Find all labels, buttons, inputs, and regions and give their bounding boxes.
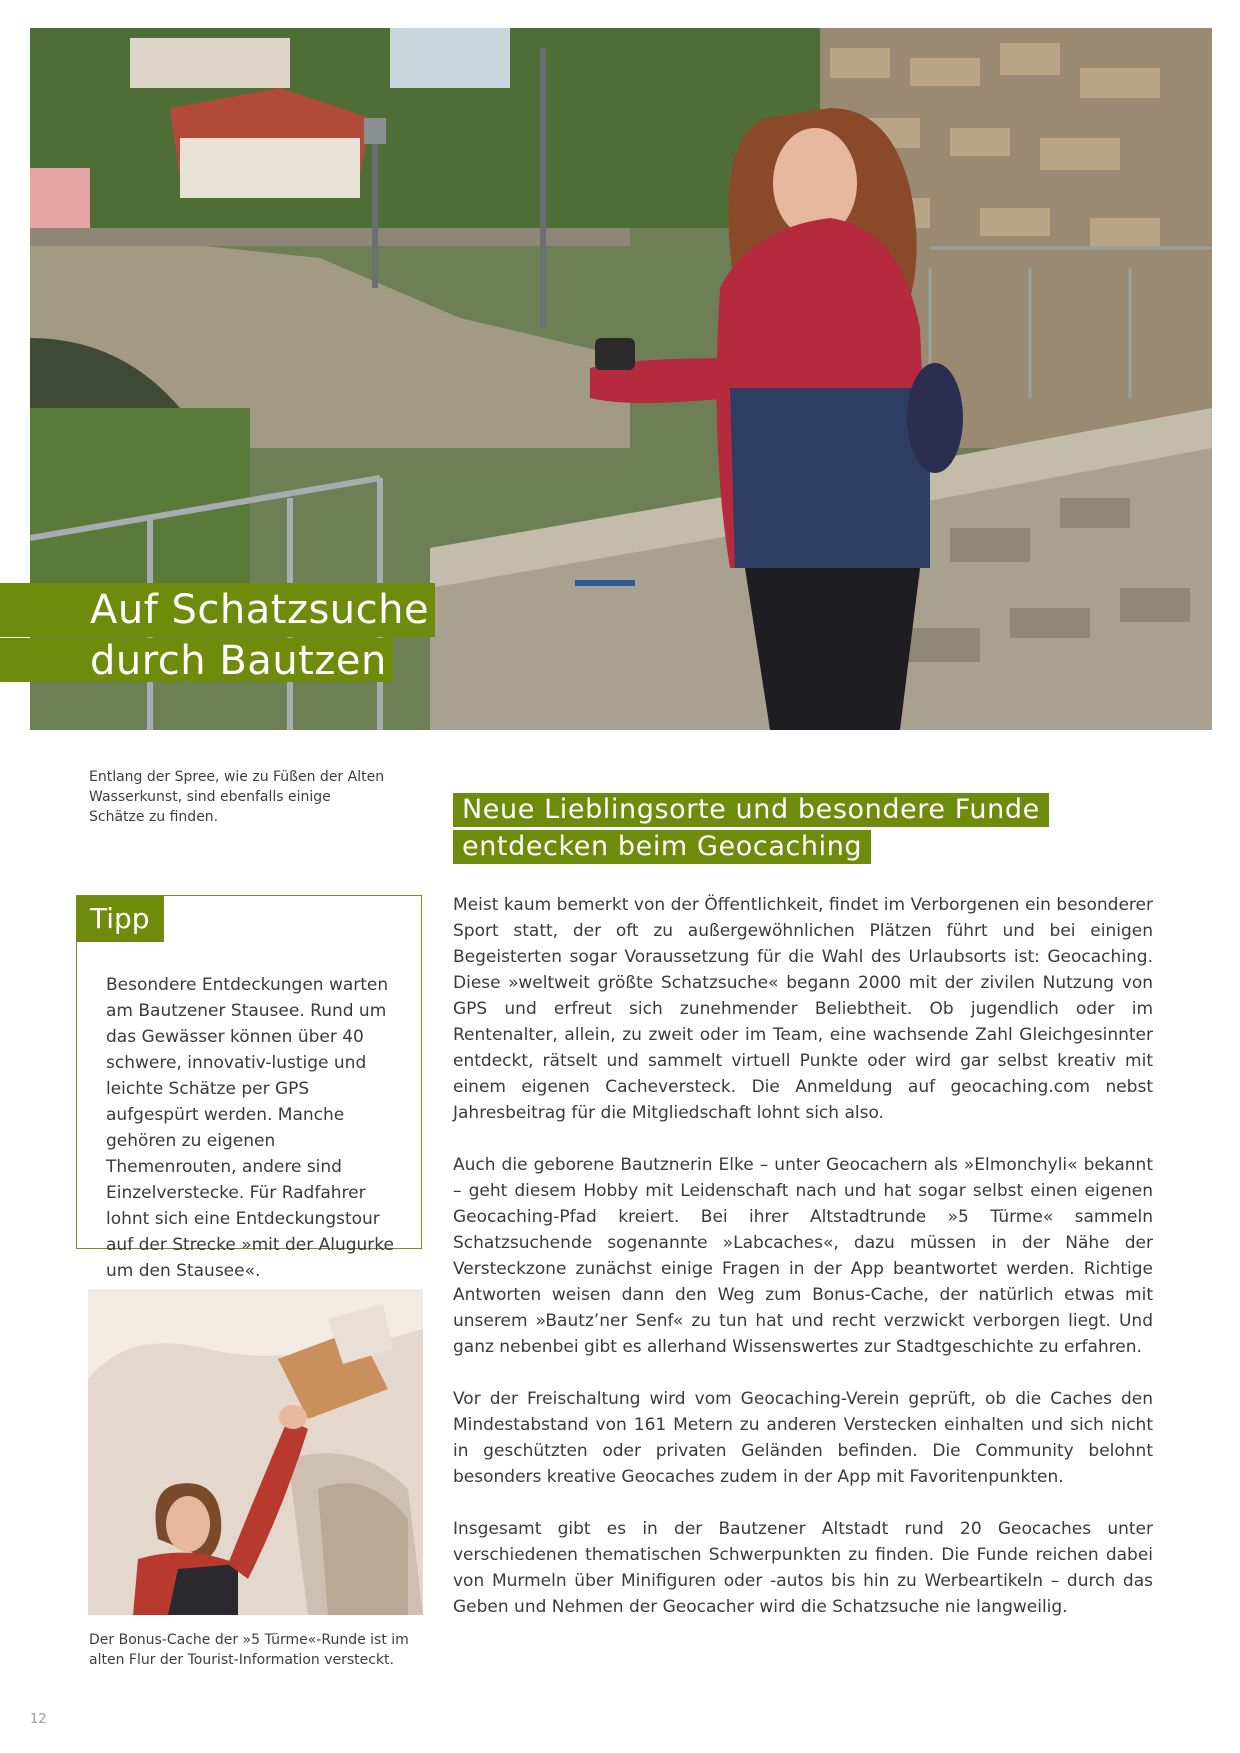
article-paragraph-1: Meist kaum bemerkt von der Öffentlichkeit, findet im Verborgenen ein besonderer Sport statt, der oft zu außergewöhnlichen Plätzen führt und bei einigen Begeisterten sogar Voraussetzung für die Wahl des Urlaubsorts ist: Geocaching. Diese »weltweit größte Schatzsuche« begann 2000 mit der zivilen Nutzung von GPS und erfreut sich zunehmender Beliebtheit. Ob jugendlich oder im Rentenalter, allein, zu zweit oder im Team, eine wachsende Zahl Gleichgesinnter entdeckt, rätselt und sammelt virtuell Punkte oder wird gar selbst kreativ mit einem eigenen Cacheversteck. Die Anmeldung auf geocaching.com nebst Jahresbeitrag für die Mitgliedschaft lohnt sich also. [453,895,1153,1123]
hero-title-line-2: durch Bautzen [0,638,393,682]
page-number: 12 [30,1712,47,1727]
tip-text: Besondere Entdeckungen warten am Bautzener Stausee. Rund um das Gewässer können über 40 schwere, innovativ-lustige und leichte Schätze per GPS aufgespürt werden. Manche gehören zu eigenen Themenrouten, andere sind Einzelverstecke. Für Radfahrer lohnt sich eine Entdeckungstour auf der Strecke »mit der Alugurke um den Stausee«. [106,975,394,1281]
bonus-cache-photo-illustration [88,1289,423,1615]
article-paragraph-2: Auch die geborene Bautznerin Elke – unter Geocachern als »Elmonchyli« bekannt – geht diesem Hobby mit Leidenschaft nach und hat sogar selbst einen eigenen Geocaching-Pfad kreiert. Bei ihrer Altstadtrunde »5 Türme« sammeln Schatzsuchende sogenannte »Labcaches«, dazu müssen in der Nähe der Versteckzone zunächst einige Fragen in der App beantwortet werden. Richtige Antworten weisen dann den Weg zum Bonus-Cache, der natürlich etwas mit unserem »Bautz’ner Senf« zu tun hat und recht verzwickt verborgen liegt. Und ganz nebenbei gibt es allerhand Wissenswertes zur Stadtgeschichte zu erfahren. [453,1155,1153,1357]
tip-label: Tipp [76,896,164,942]
article-paragraph-3: Vor der Freischaltung wird vom Geocaching-Verein geprüft, ob die Caches den Mindestabstand von 161 Metern zu anderen Verstecken einhalten und sich nicht in geschützten oder privaten Geländen befinden. Die Community belohnt besonders kreative Geocaches zudem in der App mit Favoritenpunkten. [453,1389,1153,1487]
article-body [453,892,1153,1646]
photo-caption-top: Entlang der Spree, wie zu Füßen der Alten Wasserkunst, sind ebenfalls einige Schätze zu finden. [89,769,385,825]
photo-caption-bottom: Der Bonus-Cache der »5 Türme«-Runde ist im alten Flur der Tourist-Information versteckt. [89,1632,409,1668]
hero-title-line-1: Auf Schatzsuche [0,583,435,637]
article-paragraph-4: Insgesamt gibt es in der Bautzener Altstadt rund 20 Geocaches unter verschiedenen thematischen Schwerpunkten zu finden. Die Funde reichen dabei von Murmeln über Minifiguren oder -autos bis hin zu Werbeartikeln – durch das Geben und Nehmen der Geocacher wird die Schatzsuche nie langweilig. [453,1519,1153,1617]
article-heading-line-1: Neue Lieblingsorte und besondere Funde [453,793,1049,827]
bonus-cache-photo [88,1289,423,1615]
article-heading-line-2: entdecken beim Geocaching [453,830,871,864]
